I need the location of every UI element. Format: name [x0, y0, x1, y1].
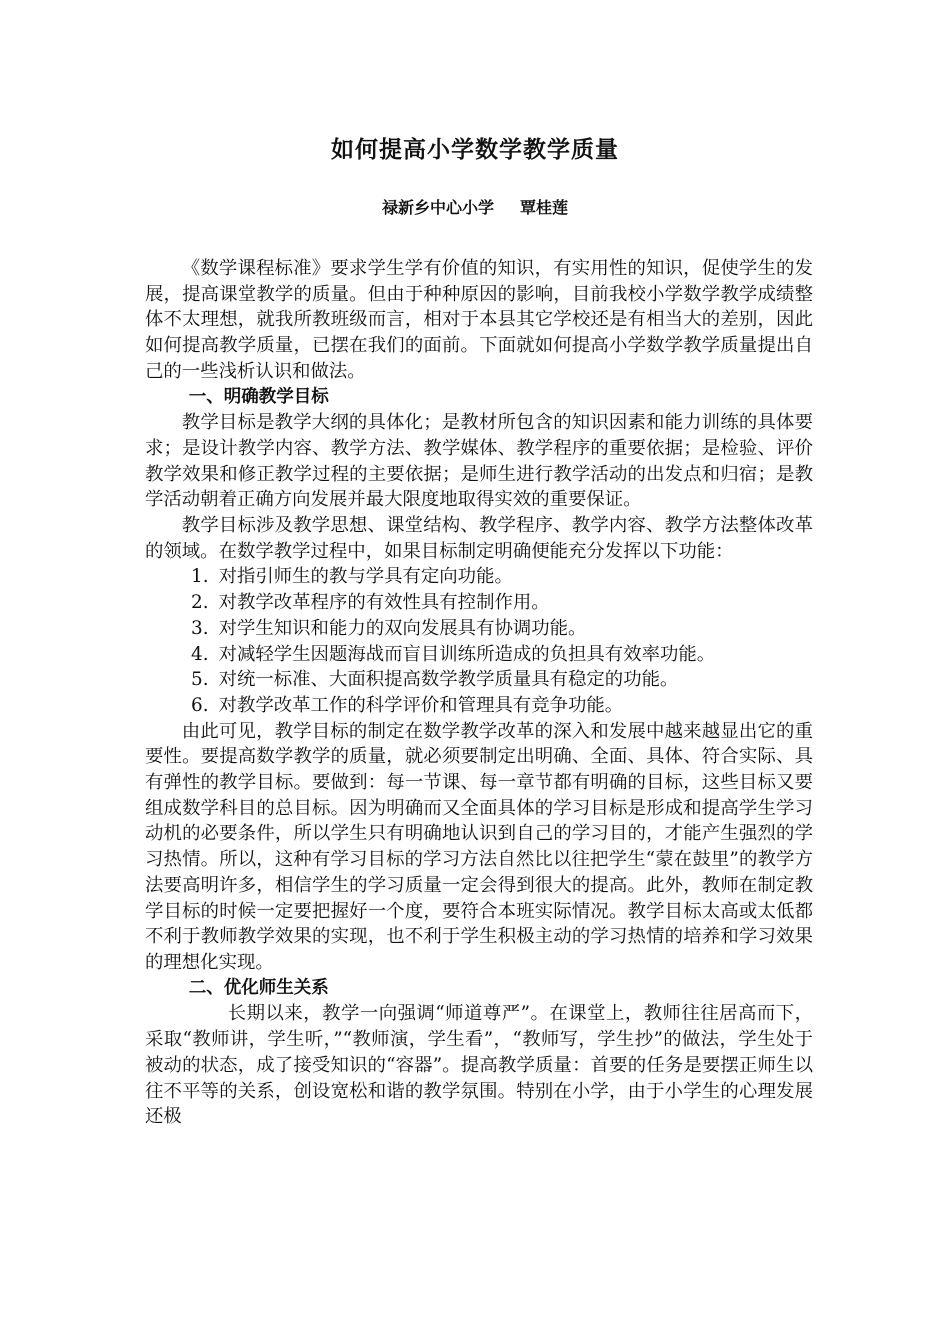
byline — [0, 195, 950, 221]
list-item — [191, 590, 813, 616]
list-item-number: 1. — [191, 566, 209, 588]
intro-paragraph: 《数学课程标准》要求学生学有价值的知识，有实用性的知识，促使学生的发展，提高课堂教学的质量。但由于种种原因的影响，目前我校小学数学教学成绩整体不太理想，就我所教班级而言，相对于本县其它学校还是有相当大的差别，因此如何提高教学质量，已摆在我们的面前。下面就如何提高小学数学教学质量提出自己的一些浅析认识和做法。 — [145, 258, 813, 382]
list-item — [191, 642, 813, 668]
list-item-text: 对教学改革工作的科学评价和管理具有竞争功能。 — [218, 694, 624, 716]
author-school: 禄新乡中心小学 — [381, 198, 494, 217]
section1-paragraph-1: 教学目标是教学大纲的具体化；是教材所包含的知识因素和能力训练的具体要求；是设计教学内容、教学方法、教学媒体、教学程序的重要依据；是检验、评价教学效果和修正教学过程的主要依据；是师生进行教学活动的出发点和归宿；是教学活动朝着正确方向发展并最大限度地取得实效的重要保证。 — [145, 412, 813, 511]
list-item-number: 2. — [191, 592, 209, 614]
list-item — [191, 616, 813, 642]
author-name: 覃桂莲 — [520, 198, 569, 217]
list-item-text: 对教学改革程序的有效性具有控制作用。 — [218, 592, 550, 614]
list-item-text: 对指引师生的教与学具有定向功能。 — [218, 566, 513, 588]
document-body — [145, 256, 813, 1130]
list-item-number: 4. — [191, 643, 209, 665]
section-heading-1: 一、明确教学目标 — [188, 386, 329, 407]
list-item — [191, 693, 813, 719]
section-heading-2: 二、优化师生关系 — [188, 977, 329, 998]
function-list — [145, 564, 813, 718]
list-item-number: 6. — [191, 694, 209, 716]
list-item-text: 对减轻学生因题海战而盲目训练所造成的负担具有效率功能。 — [218, 643, 716, 665]
section2-paragraph-1: 长期以来，教学一向强调“师道尊严”。在课堂上，教师往往居高而下，采取“教师讲，学生听，”“教师演，学生看”，“教师写，学生抄”的做法，学生处于被动的状态，成了接受知识的“容器”。提高教学质量：首要的任务是要摆正师生以往不平等的关系，创设宽松和谐的教学氛围。特别在小学，由于小学生的心理发展还极 — [145, 1003, 813, 1128]
list-item-text: 对统一标准、大面积提高数学教学质量具有稳定的功能。 — [218, 669, 679, 691]
list-item — [191, 667, 813, 693]
document-title: 如何提高小学数学教学质量 — [331, 137, 619, 163]
list-item-text: 对学生知识和能力的双向发展具有协调功能。 — [218, 617, 587, 639]
list-item-number: 5. — [191, 669, 209, 691]
section1-paragraph-2: 教学目标涉及教学思想、课堂结构、教学程序、教学内容、教学方法整体改革的领域。在数学教学过程中，如果目标制定明确便能充分发挥以下功能： — [145, 515, 813, 562]
list-item-number: 3. — [191, 617, 209, 639]
list-item — [191, 564, 813, 590]
section1-paragraph-3: 由此可见，教学目标的制定在数学教学改革的深入和发展中越来越显出它的重要性。要提高数学教学的质量，就必须要制定出明确、全面、具体、符合实际、具有弹性的教学目标。要做到：每一节课、每一章节都有明确的目标，这些目标又要组成数学科目的总目标。因为明确而又全面具体的学习目标是形成和提高学生学习动机的必要条件，所以学生只有明确地认识到自己的学习目的，才能产生强烈的学习热情。所以，这种有学习目标的学习方法自然比以往把学生“蒙在鼓里”的教学方法要高明许多，相信学生的学习质量一定会得到很大的提高。此外，教师在制定教学目标的时候一定要把握好一个度，要符合本班实际情况。教学目标太高或太低都不利于教师教学效果的实现，也不利于学生积极主动的学习热情的培养和学习效果的理想化实现。 — [145, 720, 813, 973]
